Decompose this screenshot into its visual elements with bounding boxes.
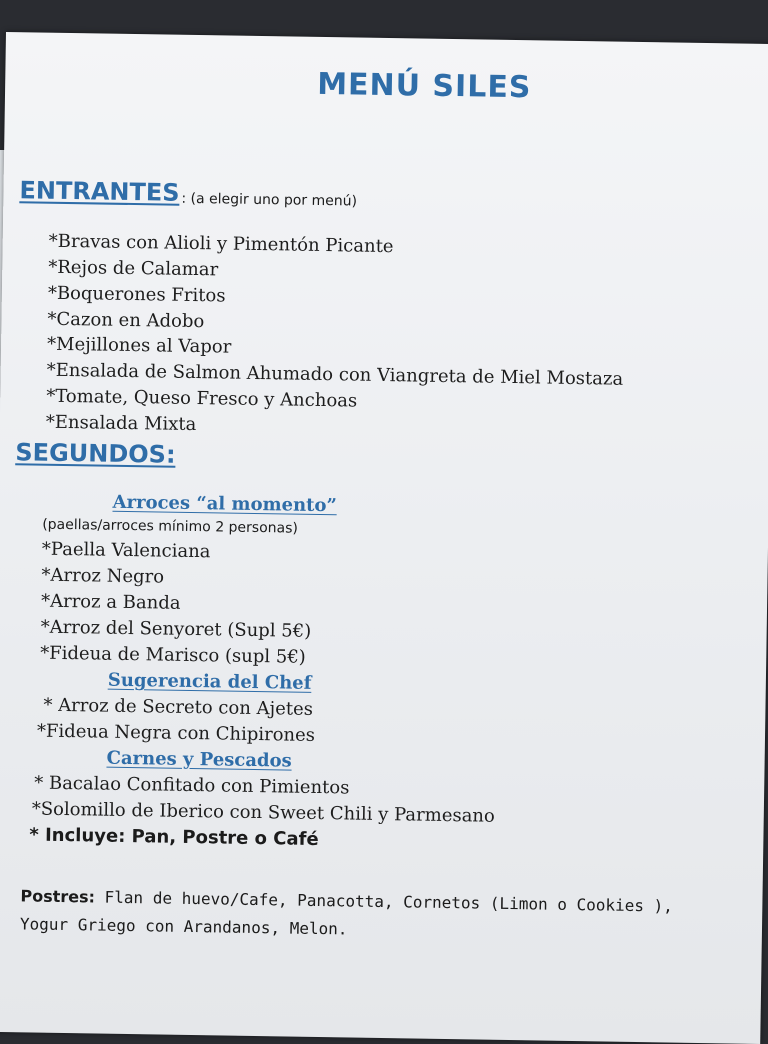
segundos-heading: SEGUNDOS:	[15, 438, 176, 469]
entrante-item: *Bravas con Alioli y Pimentón Picante	[48, 230, 394, 258]
entrantes-heading: ENTRANTES	[19, 176, 180, 207]
carnes-heading: Carnes y Pescados	[106, 747, 292, 772]
sugerencia-heading: Sugerencia del Chef	[107, 669, 312, 694]
arroz-item: *Arroz Negro	[41, 564, 165, 588]
arroz-item: *Arroz del Senyoret (Supl 5€)	[40, 616, 312, 642]
entrante-item: *Cazon en Adobo	[47, 308, 205, 333]
arroces-note: (paellas/arroces mínimo 2 personas)	[42, 516, 299, 537]
incluye-line: * Incluye: Pan, Postre o Café	[29, 824, 319, 851]
entrante-item: *Tomate, Queso Fresco y Anchoas	[46, 385, 358, 412]
postres-text: Flan de huevo/Cafe, Panacotta, Cornetos (Limon o Cookies ), Yogur Griego con Arandanos, Melon.	[19, 887, 674, 939]
postres-label: Postres:	[20, 886, 96, 907]
carne-item: * Bacalao Confitado con Pimientos	[34, 772, 350, 799]
sugerencia-item: *Fideua Negra con Chipirones	[36, 720, 316, 746]
postres-block	[20, 882, 681, 948]
entrantes-note: : (a elegir uno por menú)	[181, 190, 358, 210]
sugerencia-item: * Arroz de Secreto con Ajetes	[43, 694, 314, 720]
arroz-item: *Fideua de Marisco (supl 5€)	[40, 642, 306, 668]
entrante-item: *Mejillones al Vapor	[46, 333, 232, 358]
menu-title: MENÚ SILES	[316, 66, 532, 106]
arroz-item: *Paella Valenciana	[41, 538, 211, 563]
entrante-item: *Boquerones Fritos	[47, 282, 226, 307]
menu-sheet	[0, 32, 768, 1044]
entrante-item: *Rejos de Calamar	[48, 256, 219, 281]
carne-item: *Solomillo de Iberico con Sweet Chili y Parmesano	[31, 798, 495, 827]
arroz-item: *Arroz a Banda	[40, 590, 181, 614]
arroces-heading: Arroces “al momento”	[112, 491, 337, 517]
entrante-item: *Ensalada de Salmon Ahumado con Viangreta de Miel Mostaza	[46, 359, 624, 390]
entrante-item: *Ensalada Mixta	[45, 411, 197, 436]
